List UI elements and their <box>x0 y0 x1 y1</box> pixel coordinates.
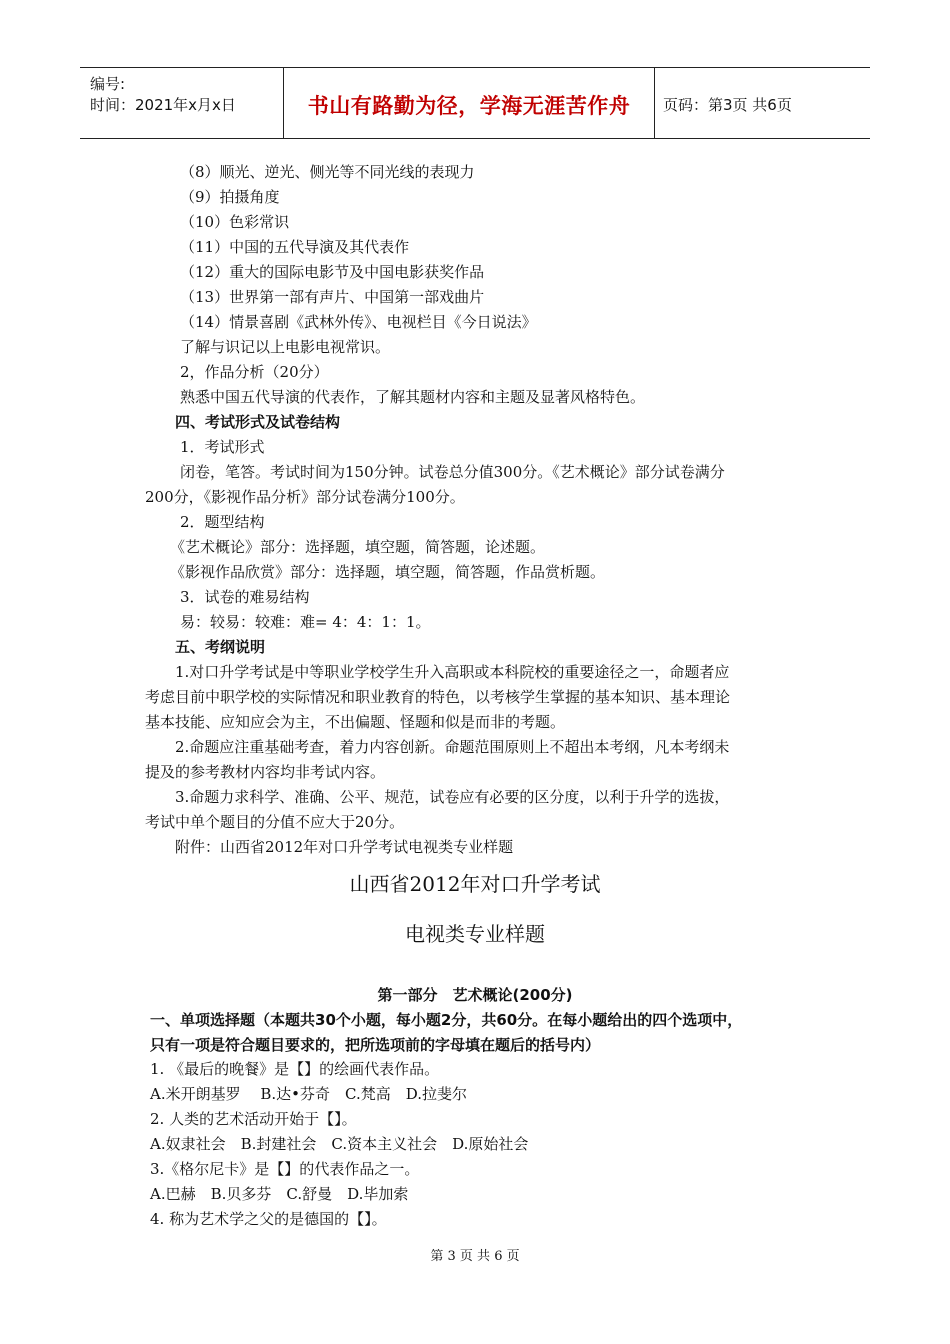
time-label: 时间：2021年x月x日 <box>90 96 236 114</box>
header-motto-cell <box>283 68 655 138</box>
part-heading: 第一部分 艺术概论(200分) <box>377 986 573 1004</box>
subheading: 3．试卷的难易结构 <box>180 588 310 606</box>
subheading: 1．考试形式 <box>180 438 265 456</box>
question: 4. 称为艺术学之父的是德国的【】。 <box>150 1210 387 1228</box>
section-heading: 一、单项选择题（本题共30个小题，每小题2分，共60分。在每小题给出的四个选项中， <box>150 1011 743 1029</box>
list-item: （11）中国的五代导演及其代表作 <box>180 238 410 256</box>
question: 1. 《最后的晚餐》是【】的绘画代表作品。 <box>150 1060 440 1078</box>
paragraph: 了解与识记以上电影电视常识。 <box>180 338 391 356</box>
number-label: 编号: <box>90 75 126 93</box>
list-item: （12）重大的国际电影节及中国电影获奖作品 <box>180 263 485 281</box>
subheading: 2．题型结构 <box>180 513 265 531</box>
question-options: A.米开朗基罗 B.达•芬奇 C.梵高 D.拉斐尔 <box>150 1085 467 1103</box>
section-heading: 只有一项是符合题目要求的，把所选项前的字母填在题后的括号内） <box>150 1036 601 1054</box>
header-meta <box>80 68 283 138</box>
paragraph: 《艺术概论》部分：选择题，填空题，简答题，论述题。 <box>170 538 546 556</box>
motto-text: 书山有路勤为径，学海无涯苦作舟 <box>307 94 631 118</box>
paragraph: 200分，《影视作品分析》部分试卷满分100分。 <box>145 488 465 506</box>
question-options: A.奴隶社会 B.封建社会 C.资本主义社会 D.原始社会 <box>150 1135 529 1153</box>
exam-title: 山西省2012年对口升学考试 <box>349 872 601 896</box>
section-heading: 五、考纲说明 <box>175 638 266 656</box>
list-item: （13）世界第一部有声片、中国第一部戏曲片 <box>180 288 485 306</box>
paragraph: 考虑目前中职学校的实际情况和职业教育的特色，以考核学生掌握的基本知识、基本理论 <box>145 688 731 706</box>
exam-subtitle: 电视类专业样题 <box>405 922 545 946</box>
paragraph: 考试中单个题目的分值不应大于20分。 <box>145 813 405 831</box>
paragraph: 1.对口升学考试是中等职业学校学生升入高职或本科院校的重要途径之一，命题者应 <box>175 663 730 681</box>
question: 3.《格尔尼卡》是【】的代表作品之一。 <box>150 1160 420 1178</box>
list-item: （9）拍摄角度 <box>180 188 280 206</box>
paragraph: 闭卷，笔答。考试时间为150分钟。试卷总分值300分。《艺术概论》部分试卷满分 <box>180 463 725 481</box>
question-options: A.巴赫 B.贝多芬 C.舒曼 D.毕加索 <box>150 1185 409 1203</box>
paragraph: 基本技能、应知应会为主，不出偏题、怪题和似是而非的考题。 <box>145 713 566 731</box>
paragraph: 2.命题应注重基础考查，着力内容创新。命题范围原则上不超出本考纲，凡本考纲未 <box>175 738 730 756</box>
paragraph: 提及的参考教材内容均非考试内容。 <box>145 763 386 781</box>
page-number-label: 页码：第3页 共6页 <box>663 96 792 114</box>
question: 2. 人类的艺术活动开始于【】。 <box>150 1110 357 1128</box>
list-item: （10）色彩常识 <box>180 213 290 231</box>
section-heading: 四、考试形式及试卷结构 <box>175 413 341 431</box>
paragraph: 附件：山西省2012年对口升学考试电视类专业样题 <box>175 838 514 856</box>
header-page-cell <box>653 68 870 138</box>
paragraph: 3.命题力求科学、准确、公平、规范，试卷应有必要的区分度，以利于升学的选拔， <box>175 788 730 806</box>
list-item: （8）顺光、逆光、侧光等不同光线的表现力 <box>180 163 475 181</box>
paragraph: 《影视作品欣赏》部分：选择题，填空题，简答题，作品赏析题。 <box>170 563 606 581</box>
page-header <box>80 67 870 139</box>
paragraph: 易：较易：较难：难= 4：4：1：1。 <box>180 613 431 631</box>
page-footer: 第 3 页 共 6 页 <box>430 1249 520 1264</box>
subheading: 2，作品分析（20分） <box>180 363 329 381</box>
paragraph: 熟悉中国五代导演的代表作，了解其题材内容和主题及显著风格特色。 <box>180 388 646 406</box>
list-item: （14）情景喜剧《武林外传》、电视栏目《今日说法》 <box>180 313 537 331</box>
